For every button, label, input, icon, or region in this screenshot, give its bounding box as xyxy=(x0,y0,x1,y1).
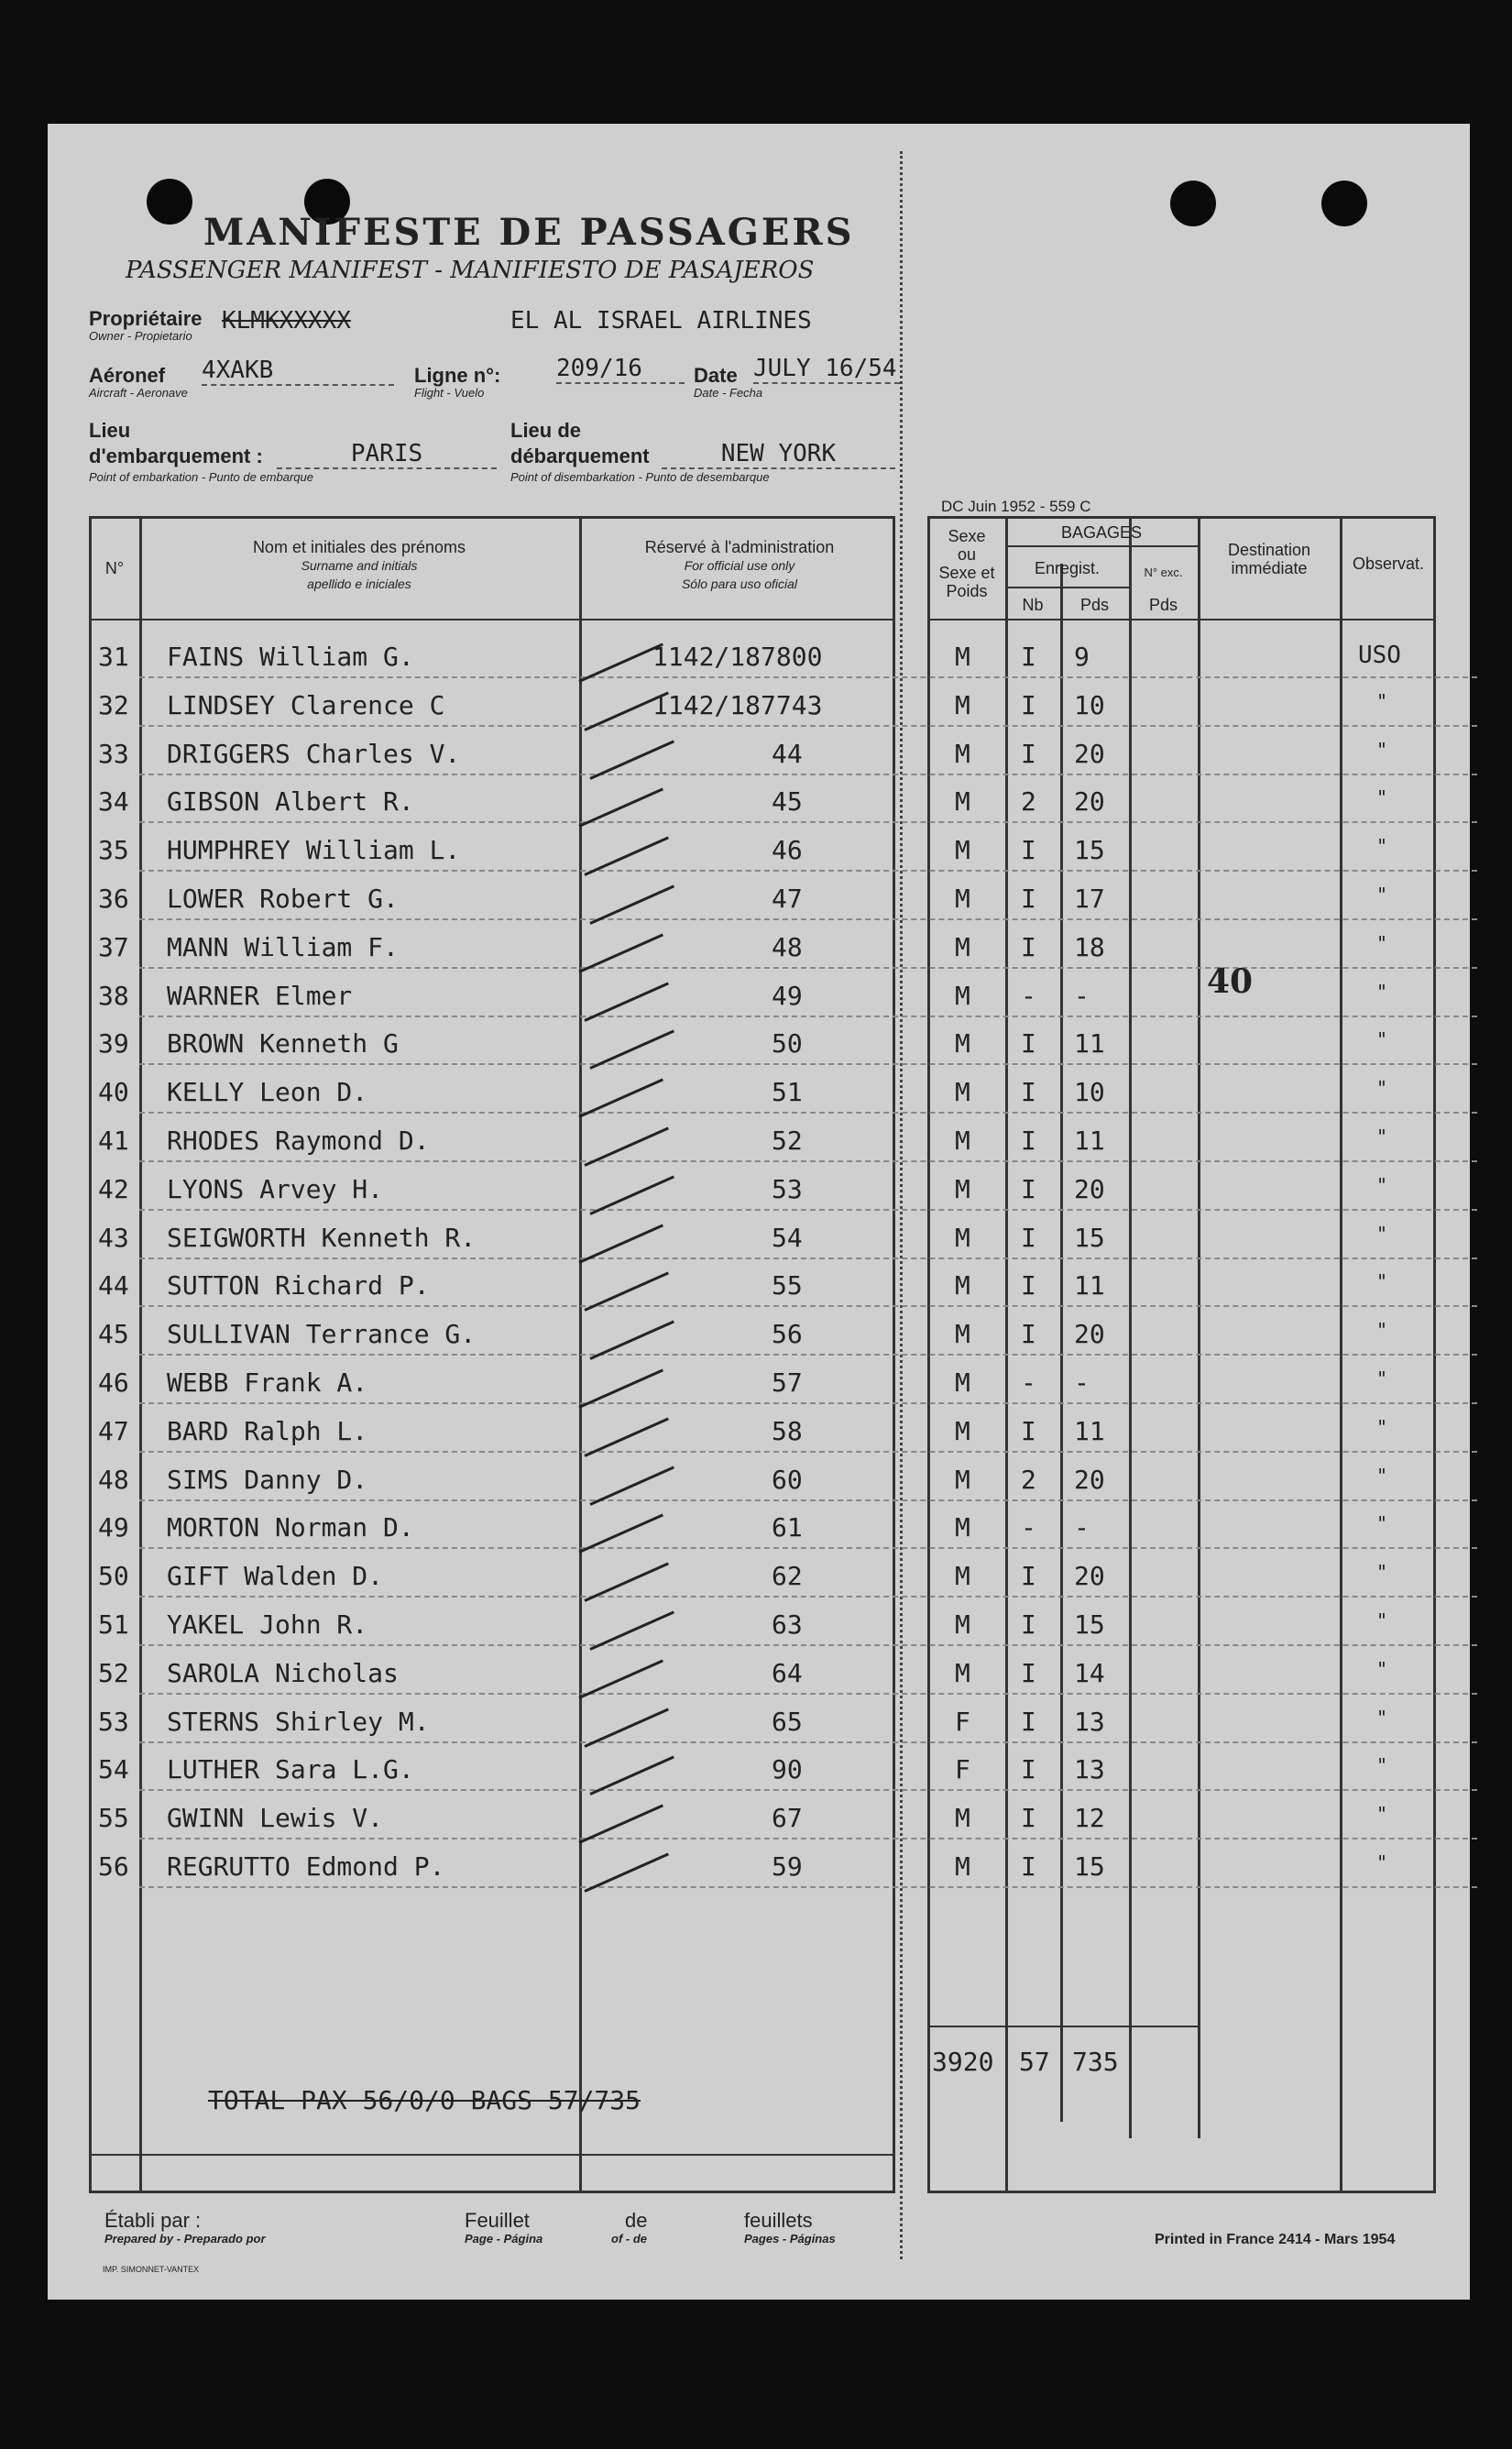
row-number: 48 xyxy=(98,1465,129,1495)
observation: " xyxy=(1376,1077,1388,1099)
row-number: 31 xyxy=(98,642,129,672)
row-underline xyxy=(139,1160,1477,1162)
sex-value: M xyxy=(955,1174,970,1204)
col-registered: Enregist. xyxy=(1034,559,1101,577)
row-underline xyxy=(139,1644,1477,1646)
pages-label: feuillets xyxy=(744,2209,813,2232)
total-line: TOTAL PAX 56/0/0 BAGS 57/735 xyxy=(208,2085,641,2115)
bag-weight: 17 xyxy=(1074,884,1105,914)
col-sex: Sexe ou Sexe et Poids xyxy=(938,527,995,600)
bag-weight: 20 xyxy=(1074,786,1105,817)
bag-weight: 18 xyxy=(1074,932,1105,962)
date-value: JULY 16/54 xyxy=(753,355,900,384)
col-destination: Destination immédiate xyxy=(1227,541,1311,577)
admin-number: 45 xyxy=(772,786,803,817)
observation: " xyxy=(1376,1367,1388,1389)
row-underline xyxy=(139,1402,1477,1404)
row-underline xyxy=(139,725,1477,727)
passenger-name: SEIGWORTH Kenneth R. xyxy=(167,1223,477,1253)
row-underline xyxy=(139,1838,1477,1839)
bag-weight: 10 xyxy=(1074,1077,1105,1107)
passenger-name: GIBSON Albert R. xyxy=(167,786,414,817)
row-underline xyxy=(139,774,1477,775)
bag-count: - xyxy=(1021,1512,1036,1543)
sex-value: M xyxy=(955,1126,970,1156)
row-number: 44 xyxy=(98,1270,129,1301)
admin-number: 67 xyxy=(772,1803,803,1833)
passenger-name: BROWN Kenneth G xyxy=(167,1028,399,1059)
observation: " xyxy=(1376,786,1388,808)
bag-count: I xyxy=(1021,1754,1036,1785)
bag-weight: 13 xyxy=(1074,1707,1105,1737)
row-number: 35 xyxy=(98,835,129,865)
bag-count: I xyxy=(1021,690,1036,720)
admin-number: 58 xyxy=(772,1416,803,1446)
admin-number: 63 xyxy=(772,1609,803,1640)
observation: " xyxy=(1376,1707,1388,1729)
sex-value: M xyxy=(955,1609,970,1640)
admin-number: 47 xyxy=(772,884,803,914)
admin-number: 65 xyxy=(772,1707,803,1737)
bag-count: I xyxy=(1021,1126,1036,1156)
observation: " xyxy=(1376,835,1388,857)
passenger-name: MANN William F. xyxy=(167,932,399,962)
row-number: 32 xyxy=(98,690,129,720)
sex-value: M xyxy=(955,1416,970,1446)
admin-number: 62 xyxy=(772,1561,803,1591)
bag-count: I xyxy=(1021,1561,1036,1591)
observation: " xyxy=(1376,1126,1388,1148)
passenger-name: MORTON Norman D. xyxy=(167,1512,414,1543)
bag-weight: 11 xyxy=(1074,1028,1105,1059)
observation: " xyxy=(1376,1223,1388,1245)
row-underline xyxy=(139,1112,1477,1114)
admin-number: 1142/187800 xyxy=(652,642,823,672)
passenger-name: WARNER Elmer xyxy=(167,981,353,1011)
bag-count: I xyxy=(1021,1609,1036,1640)
admin-number: 90 xyxy=(772,1754,803,1785)
sex-value: M xyxy=(955,786,970,817)
bag-count: I xyxy=(1021,1223,1036,1253)
aircraft-sublabel: Aircraft - Aeronave xyxy=(89,386,188,400)
row-number: 36 xyxy=(98,884,129,914)
embark-label-2: d'embarquement : xyxy=(89,445,263,467)
row-number: 51 xyxy=(98,1609,129,1640)
row-number: 56 xyxy=(98,1851,129,1882)
date-label: Date xyxy=(694,364,738,387)
observation: " xyxy=(1376,690,1388,712)
bag-count: 2 xyxy=(1021,1465,1036,1495)
sex-value: M xyxy=(955,1077,970,1107)
embark-label-1: Lieu xyxy=(89,419,131,442)
passenger-name: HUMPHREY William L. xyxy=(167,835,461,865)
row-underline xyxy=(139,1789,1477,1791)
aircraft-value: 4XAKB xyxy=(202,357,394,386)
observation: " xyxy=(1376,1416,1388,1438)
observation: " xyxy=(1376,1609,1388,1631)
bag-count: I xyxy=(1021,1174,1036,1204)
embark-value: PARIS xyxy=(277,440,497,469)
observation: " xyxy=(1376,884,1388,906)
bag-weight: 15 xyxy=(1074,1851,1105,1882)
observation: " xyxy=(1376,1319,1388,1341)
admin-number: 60 xyxy=(772,1465,803,1495)
disembark-label-1: Lieu de xyxy=(510,419,582,442)
row-underline xyxy=(139,676,1477,678)
admin-number: 44 xyxy=(772,739,803,769)
bag-count: I xyxy=(1021,1077,1036,1107)
bag-count: I xyxy=(1021,739,1036,769)
row-underline xyxy=(139,1596,1477,1598)
total-weight: 3920 xyxy=(932,2047,994,2077)
observation: " xyxy=(1376,1803,1388,1825)
bag-count: I xyxy=(1021,642,1036,672)
passenger-name: GIFT Walden D. xyxy=(167,1561,384,1591)
bag-weight: 20 xyxy=(1074,739,1105,769)
form-code: DC Juin 1952 - 559 C xyxy=(941,498,1091,515)
owner-value: EL AL ISRAEL AIRLINES xyxy=(510,307,812,335)
row-underline xyxy=(139,821,1477,823)
row-underline xyxy=(139,1886,1477,1888)
observation: " xyxy=(1376,1754,1388,1776)
admin-number: 50 xyxy=(772,1028,803,1059)
col-nb: Nb xyxy=(1022,596,1044,614)
bag-weight: 11 xyxy=(1074,1126,1105,1156)
owner-sublabel: Owner - Propietario xyxy=(89,329,192,343)
bag-weight: 15 xyxy=(1074,835,1105,865)
of-sublabel: of - de xyxy=(611,2232,647,2246)
sex-value: F xyxy=(955,1754,970,1785)
observation: " xyxy=(1376,1270,1388,1292)
admin-number: 56 xyxy=(772,1319,803,1349)
sex-value: M xyxy=(955,1512,970,1543)
row-number: 55 xyxy=(98,1803,129,1833)
bag-weight: 15 xyxy=(1074,1609,1105,1640)
admin-number: 49 xyxy=(772,981,803,1011)
passenger-name: LOWER Robert G. xyxy=(167,884,399,914)
bag-weight: - xyxy=(1074,1367,1090,1398)
bag-weight: 13 xyxy=(1074,1754,1105,1785)
admin-number: 53 xyxy=(772,1174,803,1204)
sex-value: M xyxy=(955,932,970,962)
row-underline xyxy=(139,1499,1477,1501)
sex-value: M xyxy=(955,690,970,720)
passenger-name: SUTTON Richard P. xyxy=(167,1270,430,1301)
page-title: MANIFESTE DE PASSAGERS xyxy=(203,211,855,254)
passenger-name: LINDSEY Clarence C xyxy=(167,690,445,720)
passenger-name: GWINN Lewis V. xyxy=(167,1803,384,1833)
row-number: 39 xyxy=(98,1028,129,1059)
bag-weight: 20 xyxy=(1074,1174,1105,1204)
observation: " xyxy=(1376,1561,1388,1583)
row-underline xyxy=(139,1354,1477,1356)
row-underline xyxy=(139,918,1477,920)
bag-weight: 20 xyxy=(1074,1319,1105,1349)
sheet-sublabel: Page - Página xyxy=(465,2232,543,2246)
observation: " xyxy=(1376,1465,1388,1487)
passenger-name: BARD Ralph L. xyxy=(167,1416,368,1446)
bag-count: I xyxy=(1021,1851,1036,1882)
disembark-value: NEW YORK xyxy=(662,440,895,469)
sex-value: M xyxy=(955,835,970,865)
bag-count: I xyxy=(1021,932,1036,962)
row-number: 45 xyxy=(98,1319,129,1349)
sex-value: M xyxy=(955,739,970,769)
sex-value: M xyxy=(955,1658,970,1688)
col-pds2: Pds xyxy=(1148,596,1178,614)
row-number: 38 xyxy=(98,981,129,1011)
bag-count: I xyxy=(1021,884,1036,914)
punch-hole xyxy=(1170,181,1216,226)
row-underline xyxy=(139,1257,1477,1259)
col-name: Nom et initiales des prénoms Surname and initials apellido e iniciales xyxy=(252,538,466,591)
observation: USO xyxy=(1358,642,1401,669)
admin-number: 1142/187743 xyxy=(652,690,823,720)
passenger-name: LYONS Arvey H. xyxy=(167,1174,384,1204)
passenger-name: WEBB Frank A. xyxy=(167,1367,368,1398)
total-bags-pds: 735 xyxy=(1072,2047,1119,2077)
bag-weight: 20 xyxy=(1074,1465,1105,1495)
admin-number: 52 xyxy=(772,1126,803,1156)
row-underline xyxy=(139,870,1477,872)
sex-value: M xyxy=(955,1028,970,1059)
row-underline xyxy=(139,1016,1477,1017)
admin-number: 51 xyxy=(772,1077,803,1107)
row-number: 54 xyxy=(98,1754,129,1785)
row-underline xyxy=(139,1693,1477,1695)
manifest-sheet xyxy=(48,124,1470,2300)
passenger-name: SULLIVAN Terrance G. xyxy=(167,1319,477,1349)
bag-weight: 15 xyxy=(1074,1223,1105,1253)
total-bags-nb: 57 xyxy=(1019,2047,1050,2077)
passenger-name: YAKEL John R. xyxy=(167,1609,368,1640)
row-number: 37 xyxy=(98,932,129,962)
sex-value: M xyxy=(955,642,970,672)
observation: " xyxy=(1376,1851,1388,1873)
admin-number: 59 xyxy=(772,1851,803,1882)
printer-mark: IMP. SIMONNET-VANTEX xyxy=(103,2265,200,2274)
bag-count: - xyxy=(1021,1367,1036,1398)
col-admin: Réservé à l'administration For official use only Sólo para uso oficial xyxy=(644,538,835,591)
aircraft-label: Aéronef xyxy=(89,364,166,387)
bag-count: - xyxy=(1021,981,1036,1011)
disembark-label-2: débarquement xyxy=(510,445,650,467)
flight-value: 209/16 xyxy=(556,355,685,384)
passenger-name: RHODES Raymond D. xyxy=(167,1126,430,1156)
sex-value: F xyxy=(955,1707,970,1737)
observation: " xyxy=(1376,932,1388,954)
sex-value: M xyxy=(955,1465,970,1495)
row-number: 46 xyxy=(98,1367,129,1398)
owner-label: Propriétaire xyxy=(89,307,203,330)
row-number: 40 xyxy=(98,1077,129,1107)
passenger-name: REGRUTTO Edmond P. xyxy=(167,1851,445,1882)
passenger-name: FAINS William G. xyxy=(167,642,414,672)
admin-number: 61 xyxy=(772,1512,803,1543)
sheet-label: Feuillet xyxy=(465,2209,530,2232)
bag-count: I xyxy=(1021,1803,1036,1833)
sex-value: M xyxy=(955,1319,970,1349)
observation: " xyxy=(1376,981,1388,1003)
sex-value: M xyxy=(955,1561,970,1591)
bag-weight: 10 xyxy=(1074,690,1105,720)
row-number: 49 xyxy=(98,1512,129,1543)
printed-note: Printed in France 2414 - Mars 1954 xyxy=(1155,2232,1396,2247)
bag-weight: - xyxy=(1074,981,1090,1011)
bag-count: I xyxy=(1021,835,1036,865)
admin-number: 46 xyxy=(772,835,803,865)
row-number: 34 xyxy=(98,786,129,817)
flight-sublabel: Flight - Vuelo xyxy=(414,386,485,400)
sex-value: M xyxy=(955,1270,970,1301)
row-underline xyxy=(139,1063,1477,1065)
sex-value: M xyxy=(955,1851,970,1882)
bag-weight: 11 xyxy=(1074,1270,1105,1301)
passenger-name: STERNS Shirley M. xyxy=(167,1707,430,1737)
col-no: N° xyxy=(104,559,125,577)
sex-value: M xyxy=(955,1803,970,1833)
sex-value: M xyxy=(955,1223,970,1253)
col-observations: Observat. xyxy=(1352,555,1425,573)
admin-number: 48 xyxy=(772,932,803,962)
col-pds: Pds xyxy=(1079,596,1110,614)
owner-struck: KLMKXXXXX xyxy=(222,307,351,335)
row-number: 43 xyxy=(98,1223,129,1253)
admin-number: 55 xyxy=(772,1270,803,1301)
passenger-name: SIMS Danny D. xyxy=(167,1465,368,1495)
bag-weight: - xyxy=(1074,1512,1090,1543)
page-subtitle: PASSENGER MANIFEST - MANIFIESTO DE PASAJEROS xyxy=(126,257,815,284)
admin-number: 64 xyxy=(772,1658,803,1688)
row-number: 42 xyxy=(98,1174,129,1204)
date-sublabel: Date - Fecha xyxy=(694,386,763,400)
row-number: 33 xyxy=(98,739,129,769)
bag-count: I xyxy=(1021,1707,1036,1737)
col-bags: BAGAGES xyxy=(1060,523,1143,542)
row-underline xyxy=(139,1305,1477,1307)
row-underline xyxy=(139,1741,1477,1743)
bag-weight: 12 xyxy=(1074,1803,1105,1833)
bag-count: I xyxy=(1021,1028,1036,1059)
row-underline xyxy=(139,1209,1477,1211)
embark-sublabel: Point of embarkation - Punto de embarque xyxy=(89,470,313,484)
sex-value: M xyxy=(955,981,970,1011)
row-number: 53 xyxy=(98,1707,129,1737)
prepared-label: Établi par : xyxy=(104,2209,202,2232)
passenger-name: LUTHER Sara L.G. xyxy=(167,1754,414,1785)
observation: " xyxy=(1376,1174,1388,1196)
row-number: 41 xyxy=(98,1126,129,1156)
row-number: 50 xyxy=(98,1561,129,1591)
bag-count: I xyxy=(1021,1658,1036,1688)
row-number: 47 xyxy=(98,1416,129,1446)
bag-weight: 9 xyxy=(1074,642,1090,672)
bag-count: I xyxy=(1021,1416,1036,1446)
flight-label: Ligne n°: xyxy=(414,364,501,387)
row-underline xyxy=(139,1547,1477,1549)
passenger-name: DRIGGERS Charles V. xyxy=(167,739,461,769)
disembark-sublabel: Point of disembarkation - Punto de desembarque xyxy=(510,470,770,484)
prepared-sublabel: Prepared by - Preparado por xyxy=(104,2232,266,2246)
bag-weight: 14 xyxy=(1074,1658,1105,1688)
punch-hole xyxy=(147,179,192,225)
sex-value: M xyxy=(955,1367,970,1398)
sex-value: M xyxy=(955,884,970,914)
observation: " xyxy=(1376,1512,1388,1534)
col-nexc: N° exc. xyxy=(1144,566,1183,579)
perforation-line xyxy=(900,151,903,2259)
bag-count: I xyxy=(1021,1319,1036,1349)
bag-count: 2 xyxy=(1021,786,1036,817)
destination-note: 40 xyxy=(1207,962,1254,1001)
row-number: 52 xyxy=(98,1658,129,1688)
row-underline xyxy=(139,967,1477,969)
observation: " xyxy=(1376,1658,1388,1680)
row-underline xyxy=(139,1451,1477,1453)
punch-hole xyxy=(1321,181,1367,226)
passenger-name: SAROLA Nicholas xyxy=(167,1658,399,1688)
bag-count: I xyxy=(1021,1270,1036,1301)
bag-weight: 11 xyxy=(1074,1416,1105,1446)
passenger-name: KELLY Leon D. xyxy=(167,1077,368,1107)
admin-number: 57 xyxy=(772,1367,803,1398)
bag-weight: 20 xyxy=(1074,1561,1105,1591)
of-label: de xyxy=(625,2209,648,2232)
admin-number: 54 xyxy=(772,1223,803,1253)
pages-sublabel: Pages - Páginas xyxy=(744,2232,836,2246)
observation: " xyxy=(1376,1028,1388,1050)
observation: " xyxy=(1376,739,1388,761)
